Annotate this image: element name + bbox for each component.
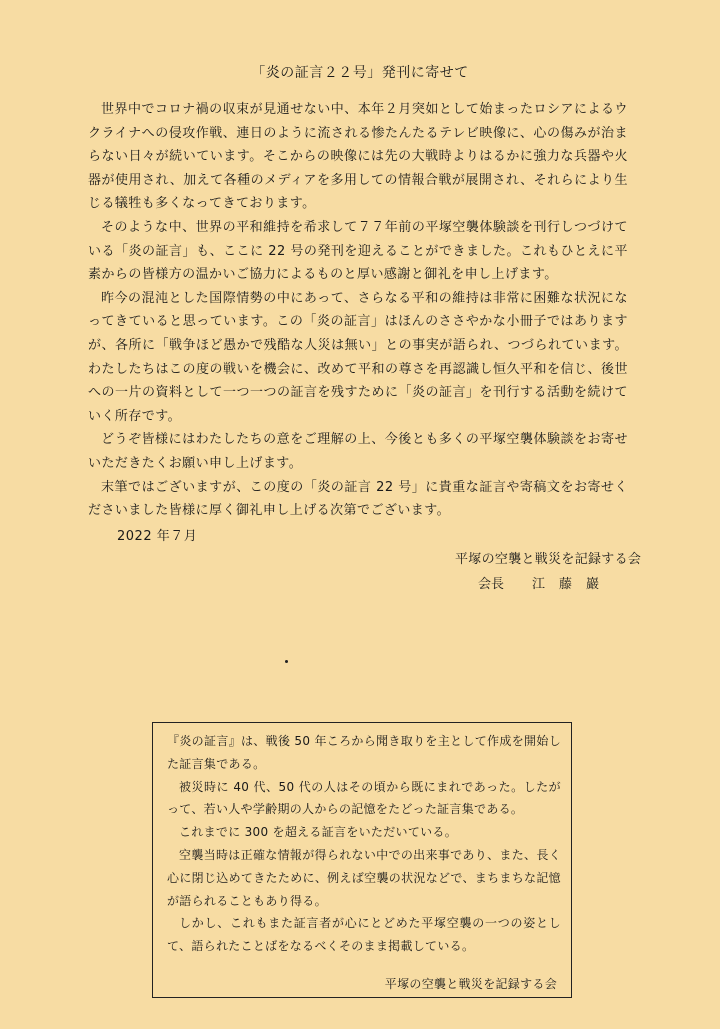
notice-paragraph: 被災時に 40 代、50 代の人はその頃から既にまれであった。したがって、若い人や学齢期の人からの記憶をたどった証言集である。	[167, 779, 561, 817]
notice-paragraph: 『炎の証言』は、戦後 50 年ころから聞き取りを主として作成を開始した証言集である。	[167, 734, 561, 771]
paragraph: 末筆ではございますが、この度の「炎の証言 22 号」に貴重な証言や寄稿文をお寄せくださいました皆様に厚く御礼申し上げる次第でございます。	[88, 479, 628, 519]
date: 2022 年７月	[117, 529, 198, 544]
president-name: 江藤巖	[532, 577, 614, 592]
notice-paragraph: これまでに 300 を超える証言をいただいている。	[179, 825, 458, 840]
notice-box	[152, 722, 572, 998]
paragraph: そのような中、世界の平和維持を希求して７７年前の平塚空襲体験談を刊行しつづけている「炎の証言」も、ここに 22 号の発刊を迎えることができました。これもひとえに平素からの皆様方の温かいご協力によるものと厚い感謝と御礼を申し上げます。	[88, 219, 628, 283]
paragraph: 昨今の混沌とした国際情勢の中にあって、さらなる平和の維持は非常に困難な状況になってきていると思っています。この「炎の証言」はほんのささやかな小冊子ではありますが、各所に「戦争ほど愚かで残酷な人災は無い」との事実が語られ、つづられています。わたしたちはこの度の戦いを機会に、改めて平和の尊さを再認識し恒久平和を信じ、後世への一片の資料として一つ一つの証言を残すために「炎の証言」を刊行する活動を続けていく所存です。	[88, 290, 628, 424]
president-role: 会長	[478, 577, 505, 592]
organization-name: 平塚の空襲と戦災を記録する会	[455, 552, 642, 567]
notice-paragraph: 空襲当時は正確な情報が得られない中での出来事であり、また、長く心に閉じ込めてきたために、例えば空襲の状況などで、まちまちな記憶が語られることもあり得る。	[167, 847, 561, 908]
notice-paragraph: しかし、これもまた証言者が心にとどめた平塚空襲の一つの姿として、語られたことばをなるべくそのまま掲載している。	[167, 916, 561, 954]
notice-text	[167, 730, 561, 958]
speck	[285, 660, 288, 663]
president-line	[478, 573, 613, 592]
notice-signature: 平塚の空襲と戦災を記録する会	[384, 977, 557, 991]
page-title: 「炎の証言２２号」発刊に寄せて	[251, 65, 469, 81]
paragraph: 世界中でコロナ禍の収束が見通せない中、本年２月突如として始まったロシアによるウクライナへの侵攻作戦、連日のように流される惨たんたるテレビ映像に、心の傷みが治まらない日々が続いています。そこからの映像には先の大戦時よりはるかに強力な兵器や火器が使用され、加えて各種のメディアを多用しての情報合戦が展開され、それらにより生じる犠牲も多くなってきております。	[88, 102, 628, 212]
paragraph: どうぞ皆様にはわたしたちの意をご理解の上、今後とも多くの平塚空襲体験談をお寄せいただきたくお願い申し上げます。	[88, 432, 628, 471]
message-body	[88, 98, 628, 523]
